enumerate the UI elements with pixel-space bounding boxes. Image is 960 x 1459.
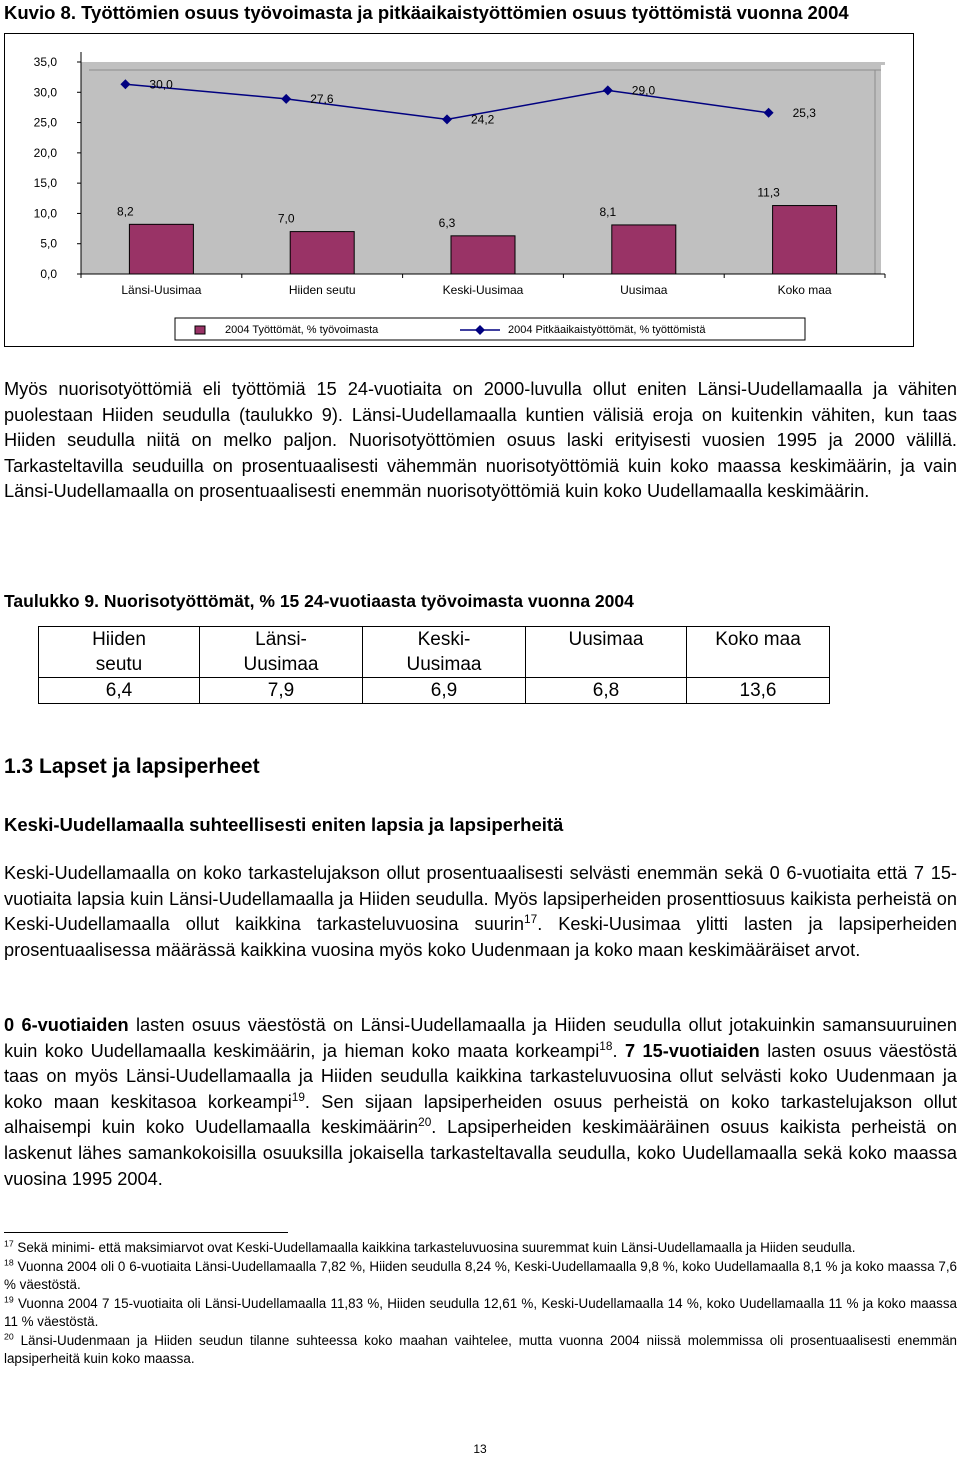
y-tick-label: 25,0: [33, 115, 57, 130]
y-tick-label: 35,0: [33, 55, 57, 69]
bar: [451, 236, 515, 274]
paragraph-text: Keski-Uudellamaalla on koko tarkastelujakson ollut prosentuaalisesti selvästi enemmän sekä 0 6-vuotiaita että 7 15-vuotiaita lapsia kuin Länsi-Uudellamaalla ja Hiiden seudulla. Myös lapsiperheiden prosenttiosuus kaikista perheistä on Keski-Uudellamaalla ollut kaikkina tarkasteluvuosina suurin$^{17}$. Keski-Uusimaa ylitti lasten ja lapsiperheiden prosentuaalisessa määrässä kaikkina vuosina myös koko Uudenmaan ja koko maan keskimääräiset arvot.: [4, 863, 957, 960]
bar-data-label: 8,1: [599, 204, 617, 219]
line-data-label: 29,0: [631, 83, 656, 98]
line-data-label: 30,0: [149, 77, 173, 92]
page-number: 13: [473, 1442, 487, 1456]
chart: [5, 34, 913, 346]
footnote-ref: 18: [599, 1038, 613, 1053]
bar: [612, 225, 676, 274]
bar: [129, 224, 193, 274]
table-header-cell: Keski- Uusimaa: [363, 627, 526, 678]
y-tick-label: 15,0: [33, 176, 57, 191]
y-tick-label: 10,0: [33, 206, 57, 221]
table-cell: 7,9: [200, 678, 363, 704]
x-category-label: Koko maa: [777, 283, 832, 297]
table-caption: Taulukko 9. Nuorisotyöttömät, % 15 24-vuotiaasta työvoimasta vuonna 2004: [4, 591, 634, 611]
x-category-label: Hiiden seutu: [288, 283, 356, 297]
line-data-label: 25,3: [792, 105, 816, 120]
bar-data-label: 6,3: [438, 215, 456, 230]
y-tick-label: 5,0: [40, 236, 57, 251]
y-tick-label: 20,0: [33, 145, 57, 160]
legend-label: 2004 Pitkäaikaistyöttömät, % työttömistä: [508, 324, 706, 336]
plot-wall-edge: [881, 65, 885, 274]
line-data-label: 24,2: [471, 112, 495, 127]
section-heading: 1.3 Lapset ja lapsiperheet: [4, 755, 260, 778]
footnote-separator: [4, 1232, 288, 1233]
line-data-label: 27,6: [310, 91, 334, 106]
paragraph-text: 0 6-vuotiaiden lasten osuus väestöstä on Länsi-Uudellamaalla ja Hiiden seudulla ollut jotakuinkin samansuuruinen kuin koko Uudellamaalla keskimäärin, ja hieman koko maata korkeampi$^{18}$. 7 15-vuotiaiden lasten osuus väestöstä taas on myös Länsi-Uudellamaalla ja Hiiden seudulla kaikkina tarkasteluvuosina ollut selvästi koko Uudenmaan ja koko maan keskitasoa korkeampi$^{19}$. Sen sijaan lapsiperheiden osuus perheistä on koko tarkastelujakson ollut alhaisempi kuin koko Uudellamaalla keskimäärin$^{20}$. Lapsiperheiden keskimääräinen osuus kaikista perheistä on laskenut lähes samankokoisilla osuuksilla jokaisella tarkasteltavalla seudulla, koko Uudellamaalla sekä koko maassa vuosina 1995 2004.: [4, 1015, 958, 1189]
paragraph-text: Myös nuorisotyöttömiä eli työttömiä 15 24-vuotiaita on 2000-luvulla ollut eniten Länsi-Uudellamaalla ja vähiten puolestaan Hiiden seudulla (taulukko 9). Länsi-Uudellamaalla kuntien välisiä eroja on kuitenkin vähiten, kun taas Hiiden seudulla niitä on melko paljon. Nuorisotyöttömien osuus laski erityisesti vuosien 1995 ja 2000 välillä. Tarkasteltavilla seuduilla on prosentuaalisesti vähemmän nuorisotyöttömiä kuin koko maassa keskimäärin, ja vain Länsi-Uudellamaalla on prosentuaalisesti enemmän nuorisotyöttömiä kuin koko Uudellamaalla keskimäärin.: [4, 379, 957, 502]
bar: [773, 206, 837, 274]
footnote: $^{20}$ Länsi-Uudenmaan ja Hiiden seudun tilanne suhteessa koko maahan vaihtelee, mutta vuonna 2004 niissä molemmissa oli prosentuaalisesti enemmän lapsiperheitä kuin koko maassa.: [4, 1331, 957, 1366]
footnote-ref: 20: [418, 1115, 432, 1130]
table-header-cell: Koko maa: [687, 627, 830, 678]
bar-data-label: 8,2: [117, 204, 134, 219]
footnote-ref: 17: [524, 912, 538, 927]
paragraph-youth-unemployment: [4, 377, 957, 505]
bar: [290, 232, 354, 274]
table-header-cell: Hiiden seutu: [39, 627, 200, 678]
table-header-cell: Uusimaa: [526, 627, 687, 678]
footnote: $^{17}$ Sekä minimi- että maksimiarvot ovat Keski-Uudellamaalla kaikkina tarkasteluvuosina suuremmat kuin Länsi-Uudellamaalla ja Hiiden seudulla.: [4, 1238, 856, 1255]
footnotes: [4, 1239, 957, 1369]
table-cell: 6,4: [39, 678, 200, 704]
table-row: [39, 678, 830, 704]
table-cell: 13,6: [687, 678, 830, 704]
bar-data-label: 11,3: [757, 185, 780, 200]
footnote: $^{19}$ Vuonna 2004 7 15-vuotiaita oli Länsi-Uudellamaalla 11,83 %, Hiiden seudulla 12,61 %, Keski-Uudellamaalla 14 %, koko Uudellamaalla 11 % ja koko maassa 11 % väestöstä.: [4, 1294, 957, 1329]
x-category-label: Keski-Uusimaa: [442, 283, 524, 297]
y-tick-label: 0,0: [40, 267, 57, 281]
table-cell: 6,9: [363, 678, 526, 704]
footnote: $^{18}$ Vuonna 2004 oli 0 6-vuotiaita Länsi-Uudellamaalla 7,82 %, Hiiden seudulla 8,24 %, Keski-Uudellamaalla 9,8 %, koko Uudellamaalla 8,1 % ja koko maassa 7,6 % väestöstä.: [4, 1257, 957, 1292]
table-header-row: [39, 627, 830, 678]
subsection-heading: Keski-Uudellamaalla suhteellisesti eniten lapsia ja lapsiperheitä: [4, 814, 564, 835]
paragraph-children-share: [4, 861, 957, 963]
youth-unemployment-table: [38, 626, 830, 704]
table-header-cell: Länsi- Uusimaa: [200, 627, 363, 678]
legend-label: 2004 Työttömät, % työvoimasta: [225, 324, 379, 336]
paragraph-age-groups: [4, 1013, 957, 1192]
bar-data-label: 7,0: [277, 211, 295, 226]
chart-frame: [4, 33, 914, 347]
footnote-ref: 19: [291, 1089, 305, 1104]
figure-caption: Kuvio 8. Työttömien osuus työvoimasta ja pitkäaikaistyöttömien osuus työttömistä vuonna 2004: [4, 2, 849, 23]
table-cell: 6,8: [526, 678, 687, 704]
y-tick-label: 30,0: [33, 85, 57, 100]
legend-bar-swatch: [195, 326, 205, 334]
x-category-label: Uusimaa: [620, 283, 668, 297]
x-category-label: Länsi-Uusimaa: [121, 283, 202, 297]
